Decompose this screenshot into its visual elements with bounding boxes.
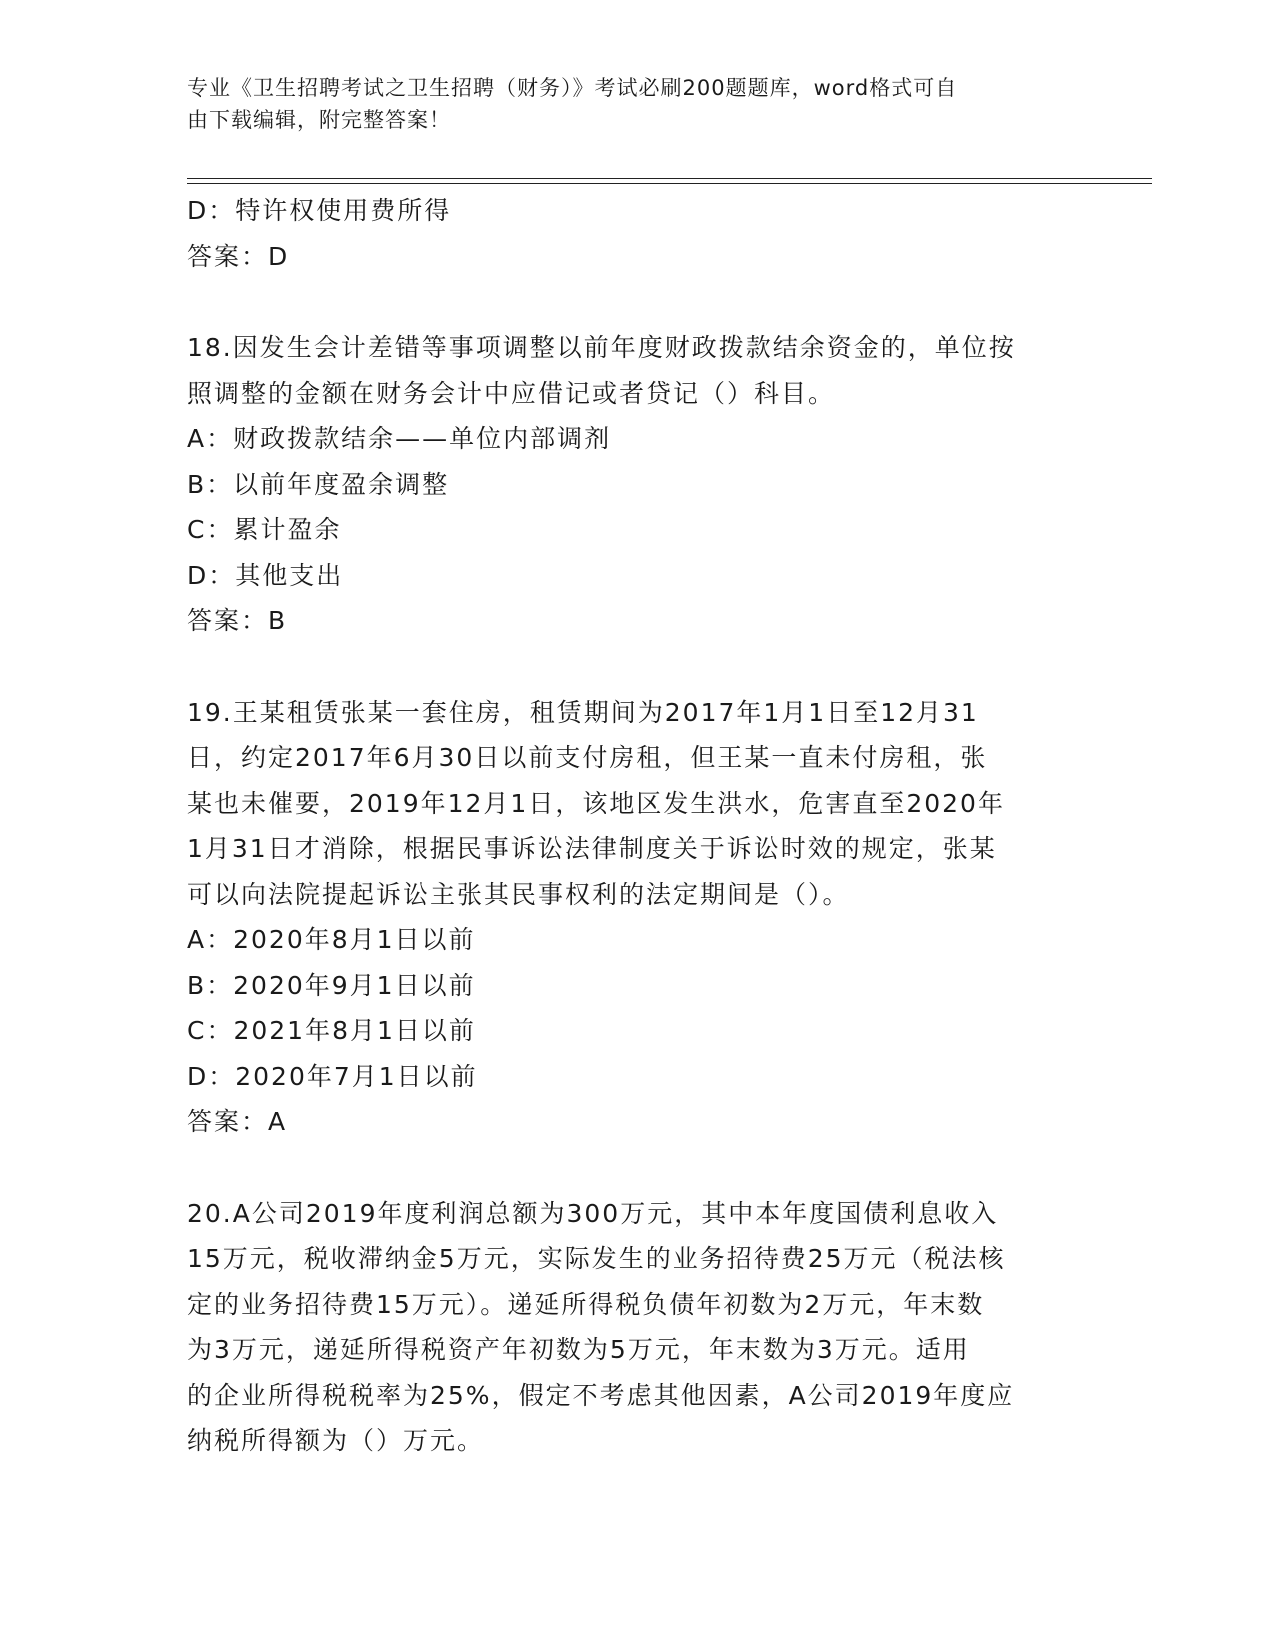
question-text-line: 可以向法院提起诉讼主张其民事权利的法定期间是（）。 [187, 879, 850, 909]
question-text-line: 1月31日才消除，根据民事诉讼法律制度关于诉讼时效的规定，张某 [187, 834, 997, 863]
header-divider-top [187, 178, 1152, 179]
spacer [187, 644, 1087, 690]
question-text-line: 某也未催要，2019年12月1日，该地区发生洪水，危害直至2020年 [187, 788, 1005, 818]
spacer [187, 1145, 1087, 1191]
header-divider-bottom [187, 183, 1152, 184]
question-text [187, 690, 1087, 918]
question-text-line: 定的业务招待费15万元）。递延所得税负债年初数为2万元，年末数 [187, 1289, 985, 1319]
question-20 [187, 1191, 1087, 1464]
question-18 [187, 325, 1087, 644]
question-text [187, 1191, 1087, 1464]
option-a: A：2020年8月1日以前 [187, 925, 476, 954]
question-text-line: 照调整的金额在财务会计中应借记或者贷记（）科目。 [187, 378, 836, 408]
option-b: B：以前年度盈余调整 [187, 469, 450, 499]
option-c: C：累计盈余 [187, 515, 342, 544]
answer-line: 答案：A [187, 1107, 288, 1136]
option-d: D：特许权使用费所得 [187, 196, 452, 225]
question-text-line: 的企业所得税税率为25%，假定不考虑其他因素，A公司2019年度应 [187, 1380, 1015, 1410]
spacer [187, 279, 1087, 325]
option-c: C：2021年8月1日以前 [187, 1016, 476, 1045]
option-d: D：其他支出 [187, 560, 344, 590]
option-d: D：2020年7月1日以前 [187, 1061, 478, 1091]
question-text-line: 19.王某租赁张某一套住房，租赁期间为2017年1月1日至12月31 [187, 697, 979, 727]
question-text [187, 325, 1087, 416]
question-text-line: 20.A公司2019年度利润总额为300万元，其中本年度国债利息收入 [187, 1198, 999, 1228]
answer-line: 答案：D [187, 241, 290, 271]
question-text-line: 15万元，税收滞纳金5万元，实际发生的业务招待费25万元（税法核 [187, 1244, 1006, 1273]
header-line-1: 专业《卫生招聘考试之卫生招聘（财务）》考试必刷200题题库，word格式可自 [187, 76, 958, 100]
question-text-line: 为3万元，递延所得税资产年初数为5万元，年末数为3万元。适用 [187, 1335, 970, 1364]
document-body [187, 188, 1087, 1464]
question-text-line: 日，约定2017年6月30日以前支付房租，但王某一直未付房租，张 [187, 743, 988, 772]
page-header [187, 72, 1067, 136]
question-19 [187, 690, 1087, 1145]
question-text-line: 18.因发生会计差错等事项调整以前年度财政拨款结余资金的，单位按 [187, 333, 1016, 362]
header-line-2: 由下载编辑，附完整答案！ [187, 108, 451, 132]
option-a: A：财政拨款结余——单位内部调剂 [187, 424, 612, 453]
option-b: B：2020年9月1日以前 [187, 970, 476, 1000]
question-text-line: 纳税所得额为（）万元。 [187, 1426, 485, 1455]
answer-line: 答案：B [187, 606, 288, 635]
